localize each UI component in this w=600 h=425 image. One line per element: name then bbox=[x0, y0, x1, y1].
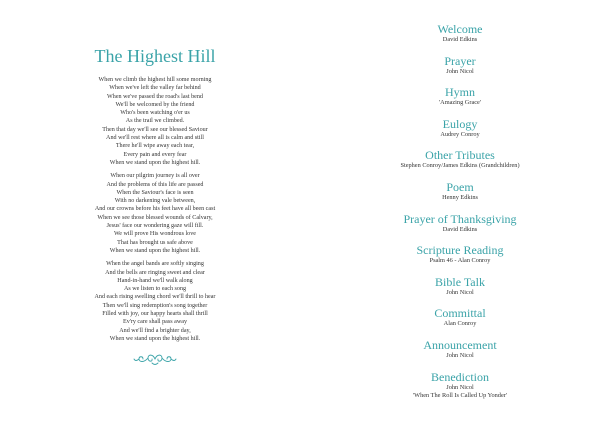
order-of-service-list bbox=[360, 22, 560, 401]
poem-line: And the bells are ringing sweet and clear bbox=[105, 269, 205, 276]
service-item-title: Hymn bbox=[445, 85, 475, 100]
service-item-title: Welcome bbox=[437, 22, 483, 36]
service-item-detail: John Nicol bbox=[446, 288, 474, 296]
poem-line: There he'll wipe away each tear, bbox=[115, 143, 195, 150]
poem-line: When we stand upon the highest hill. bbox=[109, 247, 201, 254]
poem-line: When the angel bands are softly singing bbox=[106, 261, 204, 268]
poem-line: Hand-in-hand we'll walk along bbox=[117, 277, 193, 284]
poem-body bbox=[50, 76, 260, 343]
service-item-title: Scripture Reading bbox=[416, 243, 504, 258]
poem-line: When we stand upon the highest hill. bbox=[109, 159, 201, 166]
poem-line: With no darkening vale between, bbox=[114, 198, 196, 205]
poem-line: When we've left the valley far behind bbox=[109, 85, 201, 92]
service-item-detail: John Nicol bbox=[446, 383, 474, 391]
service-item-title: Prayer of Thanksgiving bbox=[403, 211, 517, 226]
service-item-title: Eulogy bbox=[442, 116, 478, 131]
service-item-title: Prayer bbox=[444, 53, 476, 68]
service-item bbox=[360, 370, 560, 402]
poem-line: We will prove His wondrous love bbox=[114, 231, 196, 238]
poem-line: When we stand upon the highest hill. bbox=[109, 335, 201, 342]
service-item bbox=[360, 338, 560, 370]
poem-line: Then that day we'll see our blessed Saviour bbox=[102, 126, 208, 133]
service-item bbox=[360, 22, 560, 54]
service-item-detail: Stephen Conroy/James Edkins (Grandchildren) bbox=[400, 162, 520, 170]
service-item-detail: David Edkins bbox=[442, 225, 478, 233]
poem-line: Then we'll sing redemption's song together bbox=[102, 302, 208, 309]
poem-title: The Highest Hill bbox=[94, 46, 216, 66]
service-item-detail: David Edkins bbox=[442, 36, 478, 43]
poem-line: When the Saviour's face is seen bbox=[116, 189, 194, 196]
poem-line: And each rising swelling chord we'll thrill to hear bbox=[94, 294, 216, 301]
service-item-title: Other Tributes bbox=[425, 148, 495, 163]
poem-line: When we see those blessed wounds of Calvary, bbox=[97, 214, 213, 221]
poem-line: And the problems of this life are passed bbox=[106, 181, 204, 188]
service-item-title: Poem bbox=[446, 179, 474, 194]
poem-line: When we've passed the road's last bend bbox=[107, 93, 203, 100]
service-item-title: Announcement bbox=[423, 337, 497, 352]
poem-stanza bbox=[50, 76, 260, 167]
service-item bbox=[360, 275, 560, 307]
service-item bbox=[360, 117, 560, 149]
service-item-detail: Psalm 46 - Alan Conroy bbox=[429, 257, 491, 265]
poem-page bbox=[50, 0, 260, 425]
service-item bbox=[360, 85, 560, 117]
poem-line: We'll be welcomed by the friend bbox=[115, 101, 195, 108]
poem-line: And we'll rest where all is calm and still bbox=[106, 135, 204, 142]
poem-line: That has brought us safe above bbox=[117, 239, 193, 246]
service-item-detail: Henny Edkins bbox=[442, 193, 478, 201]
service-item-title: Bible Talk bbox=[435, 274, 485, 289]
poem-line: Ev'ry care shall pass away bbox=[122, 319, 188, 326]
poem-line: Every pain and every fear bbox=[123, 151, 187, 158]
service-item bbox=[360, 306, 560, 338]
poem-line: Who's been watching o'er us bbox=[120, 110, 190, 117]
order-of-service-page bbox=[360, 0, 560, 425]
service-item-title: Benediction bbox=[431, 369, 489, 384]
service-item bbox=[360, 148, 560, 180]
service-item-detail: 'Amazing Grace' bbox=[439, 99, 481, 107]
poem-line: Jesus' face our wondering gaze will fill. bbox=[106, 223, 204, 230]
service-item bbox=[360, 180, 560, 212]
poem-line: Filled with joy, our happy hearts shall thrill bbox=[102, 311, 208, 318]
flourish-ornament-icon bbox=[50, 349, 260, 371]
service-item bbox=[360, 243, 560, 275]
poem-line: As we listen to each song bbox=[123, 286, 187, 293]
service-item-detail: Audrey Conroy bbox=[440, 130, 480, 138]
service-item-detail: Alan Conroy bbox=[443, 320, 477, 328]
poem-line: And we'll find a brighter day, bbox=[119, 327, 191, 334]
poem-line: As the trail we climbed. bbox=[125, 118, 185, 125]
service-item-detail: John Nicol bbox=[446, 67, 474, 75]
service-item-title: Committal bbox=[434, 306, 486, 321]
poem-line: And our crowns before his feet have all been cast bbox=[94, 206, 216, 213]
service-item bbox=[360, 212, 560, 244]
poem-line: When we climb the highest hill some morning bbox=[98, 77, 212, 83]
service-item-detail: 'When The Roll Is Called Up Yonder' bbox=[413, 391, 507, 399]
poem-stanza bbox=[50, 172, 260, 255]
poem-stanza bbox=[50, 260, 260, 343]
service-item-detail: John Nicol bbox=[446, 351, 474, 359]
service-item bbox=[360, 54, 560, 86]
poem-line: When our pilgrim journey is all over bbox=[110, 173, 200, 180]
